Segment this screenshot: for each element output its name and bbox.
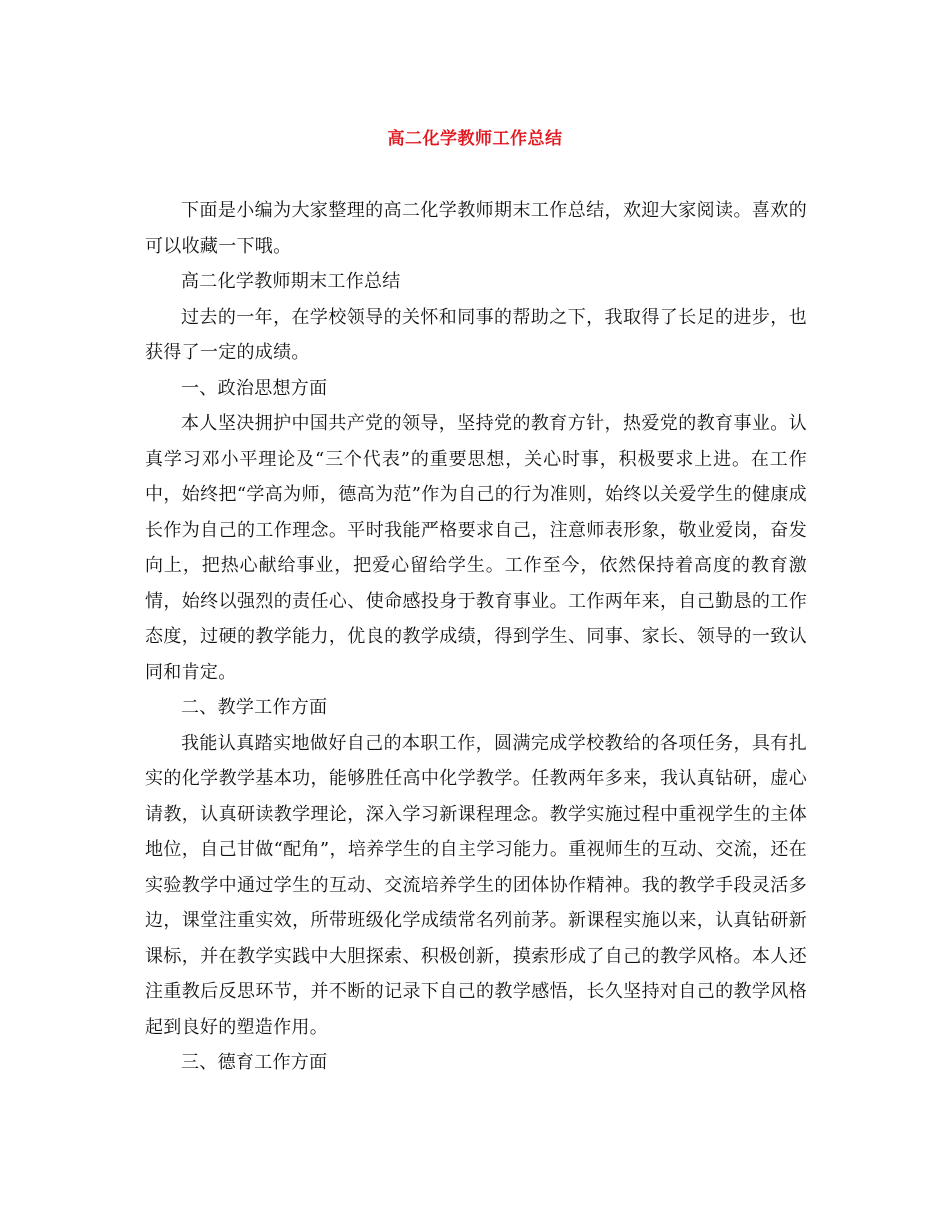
document-body bbox=[145, 193, 807, 1081]
intro-paragraph: 下面是小编为大家整理的高二化学教师期末工作总结，欢迎大家阅读。喜欢的可以收藏一下哦。 bbox=[145, 200, 807, 257]
section-heading-politics: 一、政治思想方面 bbox=[181, 377, 328, 399]
document-title: 高二化学教师工作总结 bbox=[387, 129, 563, 149]
subtitle-paragraph: 高二化学教师期末工作总结 bbox=[181, 271, 401, 292]
section-heading-teaching: 二、教学工作方面 bbox=[181, 697, 328, 718]
opening-paragraph: 过去的一年，在学校领导的关怀和同事的帮助之下，我取得了长足的进步，也获得了一定的成绩。 bbox=[145, 306, 807, 363]
section-heading-moral: 三、德育工作方面 bbox=[181, 1052, 328, 1073]
politics-paragraph: 本人坚决拥护中国共产党的领导，坚持党的教育方针，热爱党的教育事业。认真学习邓小平理论及“三个代表”的重要思想，关心时事，积极要求上进。在工作中，始终把“学高为师，德高为范”作为自己的行为准则，始终以关爱学生的健康成长作为自己的工作理念。平时我能严格要求自己，注意师表形象，敬业爱岗，奋发向上，把热心献给事业，把爱心留给学生。工作至今，依然保持着高度的教育激情，始终以强烈的责任心、使命感投身于教育事业。工作两年来，自己勤恳的工作态度，过硬的教学能力，优良的教学成绩，得到学生、同事、家长、领导的一致认同和肯定。 bbox=[145, 413, 807, 683]
teaching-paragraph: 我能认真踏实地做好自己的本职工作，圆满完成学校教给的各项任务，具有扎实的化学教学基本功，能够胜任高中化学教学。任教两年多来，我认真钻研，虚心请教，认真研读教学理论，深入学习新课程理念。教学实施过程中重视学生的主体地位，自己甘做“配角”，培养学生的自主学习能力。重视师生的互动、交流，还在实验教学中通过学生的互动、交流培养学生的团体协作精神。我的教学手段灵活多边，课堂注重实效，所带班级化学成绩常名列前茅。新课程实施以来，认真钻研新课标，并在教学实践中大胆探索、积极创新，摸索形成了自己的教学风格。本人还注重教后反思环节，并不断的记录下自己的教学感悟，长久坚持对自己的教学风格起到良好的塑造作用。 bbox=[145, 732, 807, 1038]
